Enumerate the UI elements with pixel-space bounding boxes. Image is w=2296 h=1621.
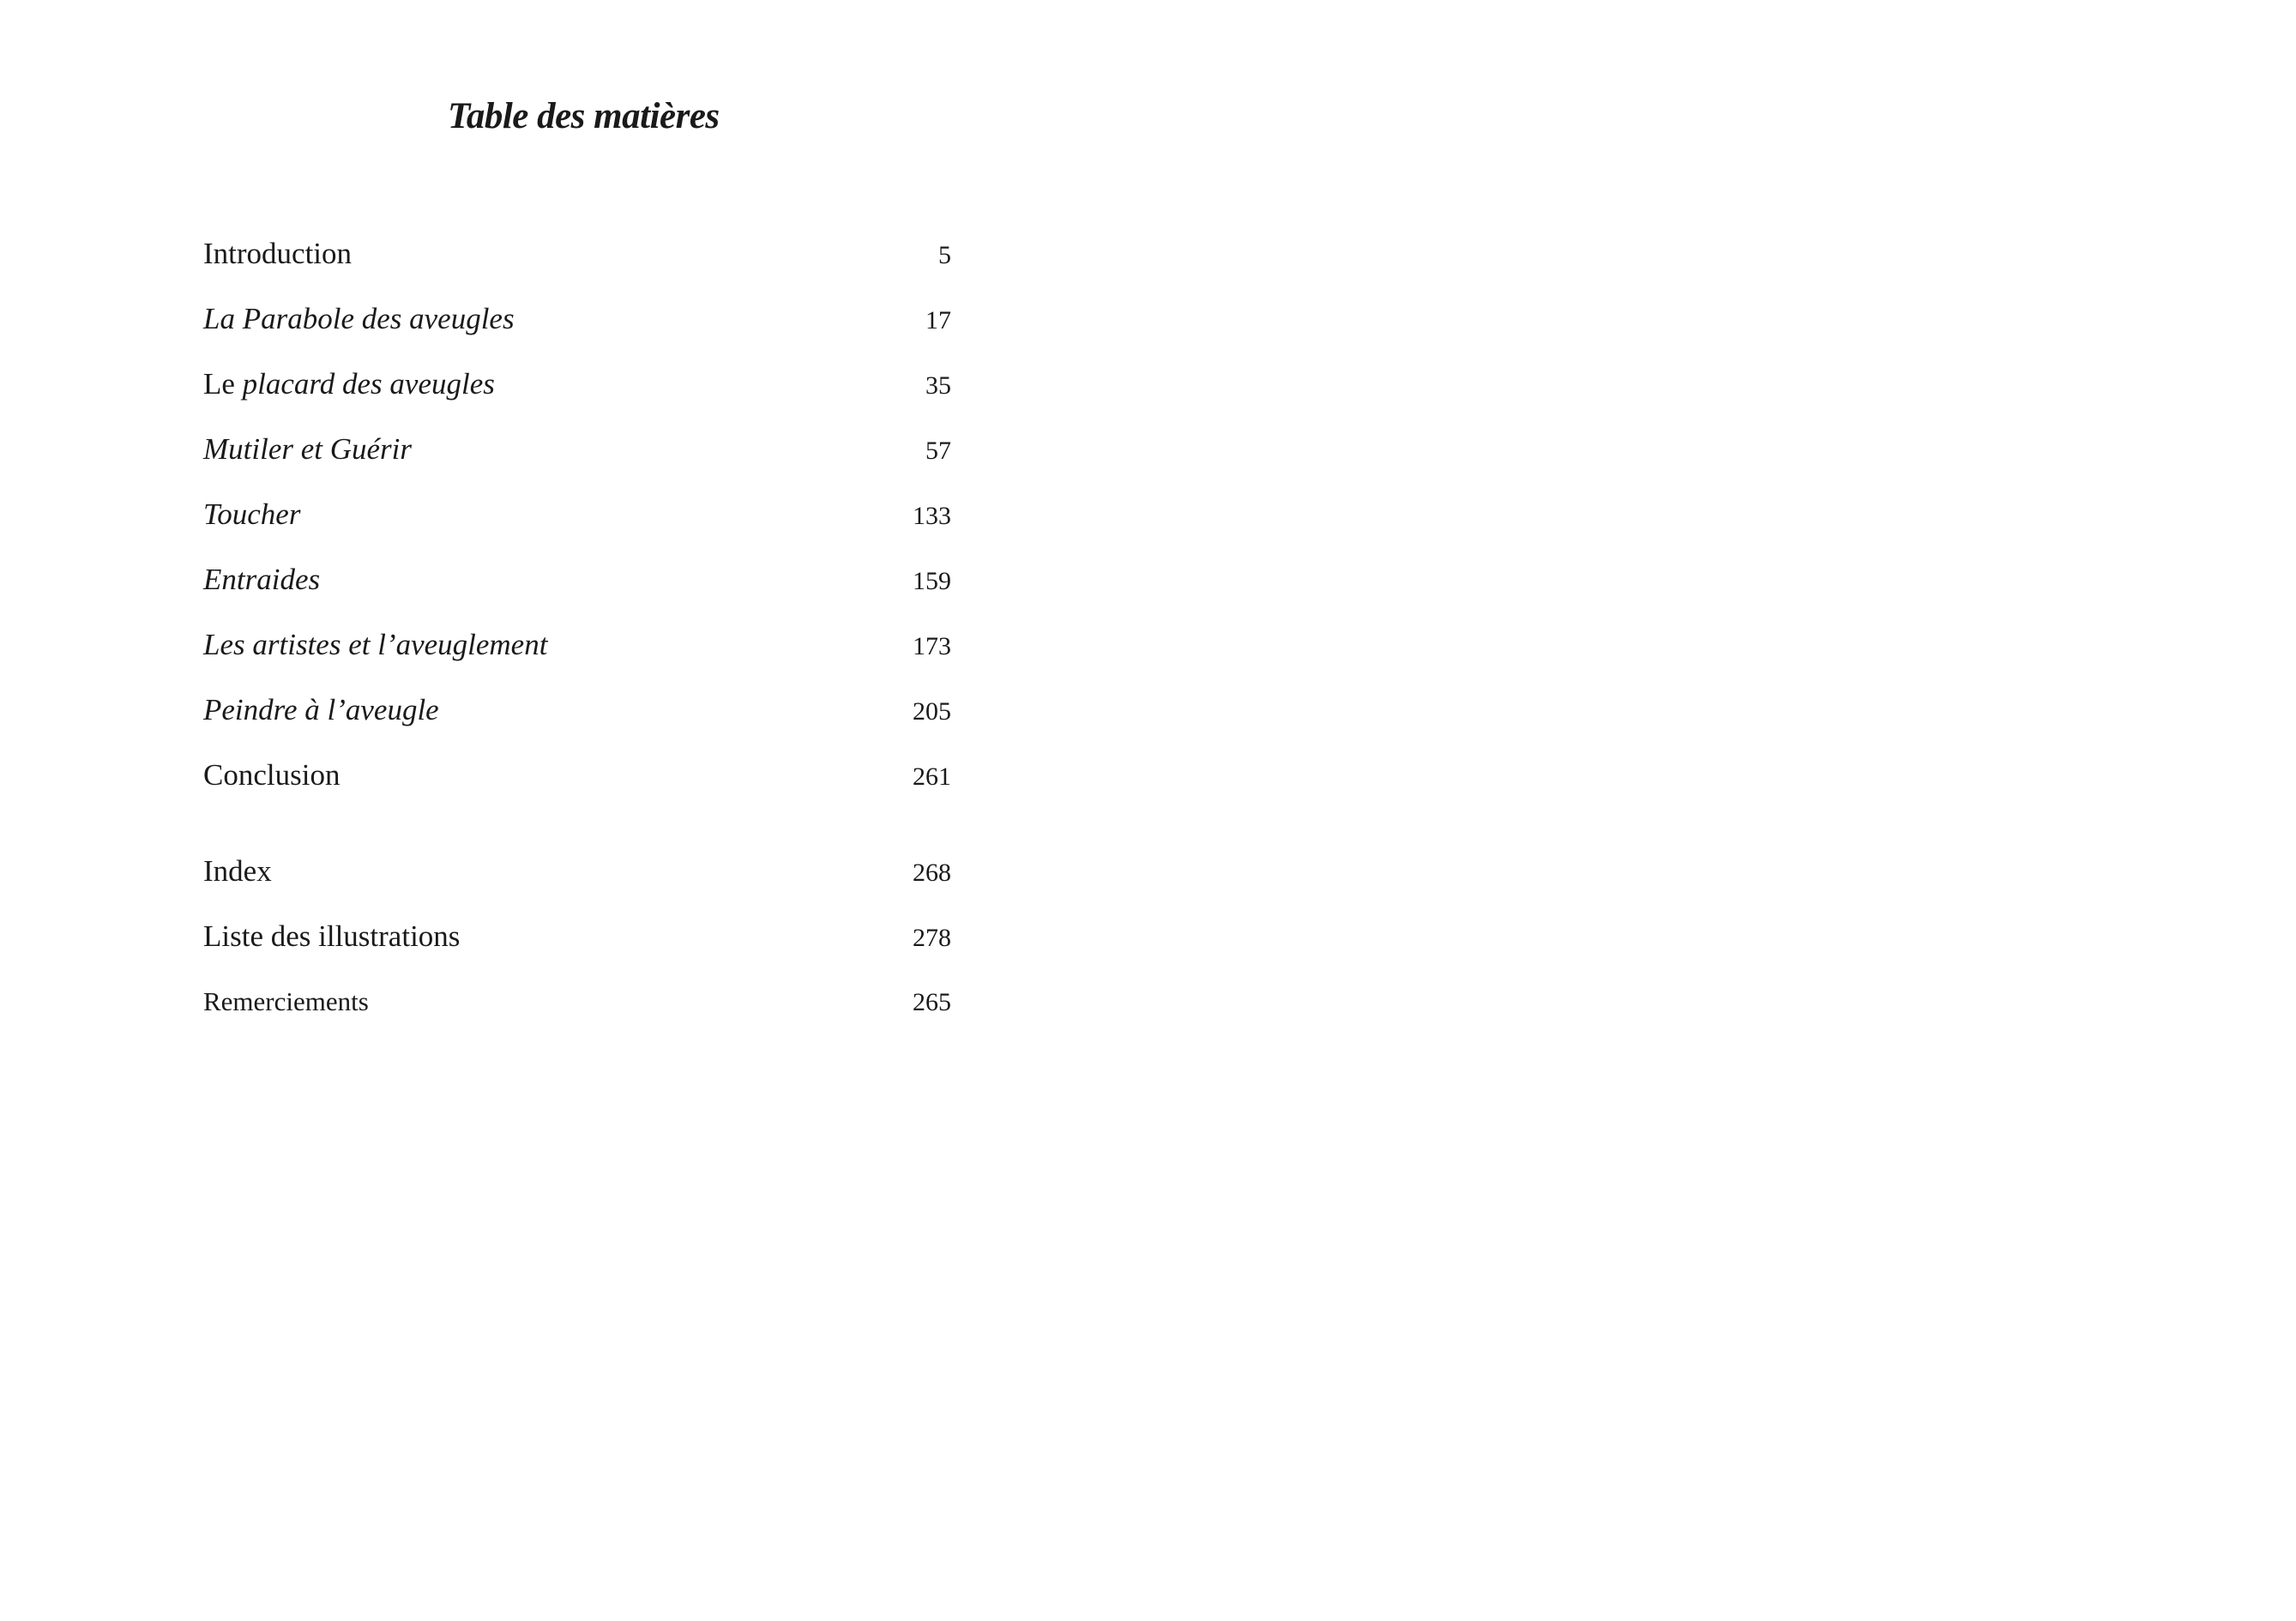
toc-entry-label: Toucher — [203, 497, 301, 531]
toc-entry-parabole[interactable] — [203, 297, 951, 362]
toc-entry-label: Entraides — [203, 563, 321, 596]
toc-entry-page: 265 — [913, 988, 951, 1016]
toc-entry-label — [203, 362, 495, 407]
toc-entry-page: 261 — [913, 762, 951, 791]
toc-entry-introduction[interactable] — [203, 232, 951, 297]
toc-entry-label: Remerciements — [203, 986, 369, 1016]
toc-entry-index[interactable] — [203, 849, 951, 914]
toc-entry-conclusion[interactable] — [203, 753, 951, 818]
toc-entry-label: Les artistes et l’aveuglement — [203, 628, 548, 661]
table-of-contents — [203, 232, 951, 1045]
toc-entry-label: Peindre à l’aveugle — [203, 693, 439, 726]
toc-entry-mutiler[interactable] — [203, 427, 951, 492]
toc-entry-page: 17 — [925, 306, 951, 334]
toc-entry-page: 159 — [913, 567, 951, 595]
toc-entry-page: 173 — [913, 632, 951, 660]
toc-entry-remerciements[interactable] — [203, 979, 951, 1045]
toc-entry-label: Conclusion — [203, 758, 340, 792]
toc-entry-label: La Parabole des aveugles — [203, 302, 515, 335]
toc-entry-page: 57 — [925, 437, 951, 465]
toc-entry-page: 35 — [925, 371, 951, 400]
toc-entry-illustrations[interactable] — [203, 914, 951, 979]
toc-entry-label: Mutiler et Guérir — [203, 432, 413, 466]
toc-entry-peindre[interactable] — [203, 688, 951, 753]
toc-entry-page: 5 — [938, 241, 951, 269]
toc-entry-label: Liste des illustrations — [203, 919, 461, 953]
toc-entry-label: Introduction — [203, 237, 353, 270]
toc-entry-label-italic: placard des aveugles — [242, 367, 495, 401]
toc-entry-label: Index — [203, 854, 272, 888]
toc-entry-page: 133 — [913, 502, 951, 530]
toc-entry-artistes[interactable] — [203, 623, 951, 688]
toc-entry-page: 268 — [913, 859, 951, 887]
toc-title: Table des matières — [448, 96, 720, 136]
toc-entry-label-prefix: Le — [203, 367, 243, 401]
toc-entry-page: 205 — [913, 697, 951, 726]
toc-entry-toucher[interactable] — [203, 492, 951, 557]
toc-entry-placard[interactable] — [203, 362, 951, 427]
toc-entry-entraides[interactable] — [203, 557, 951, 623]
toc-entry-page: 278 — [913, 924, 951, 952]
